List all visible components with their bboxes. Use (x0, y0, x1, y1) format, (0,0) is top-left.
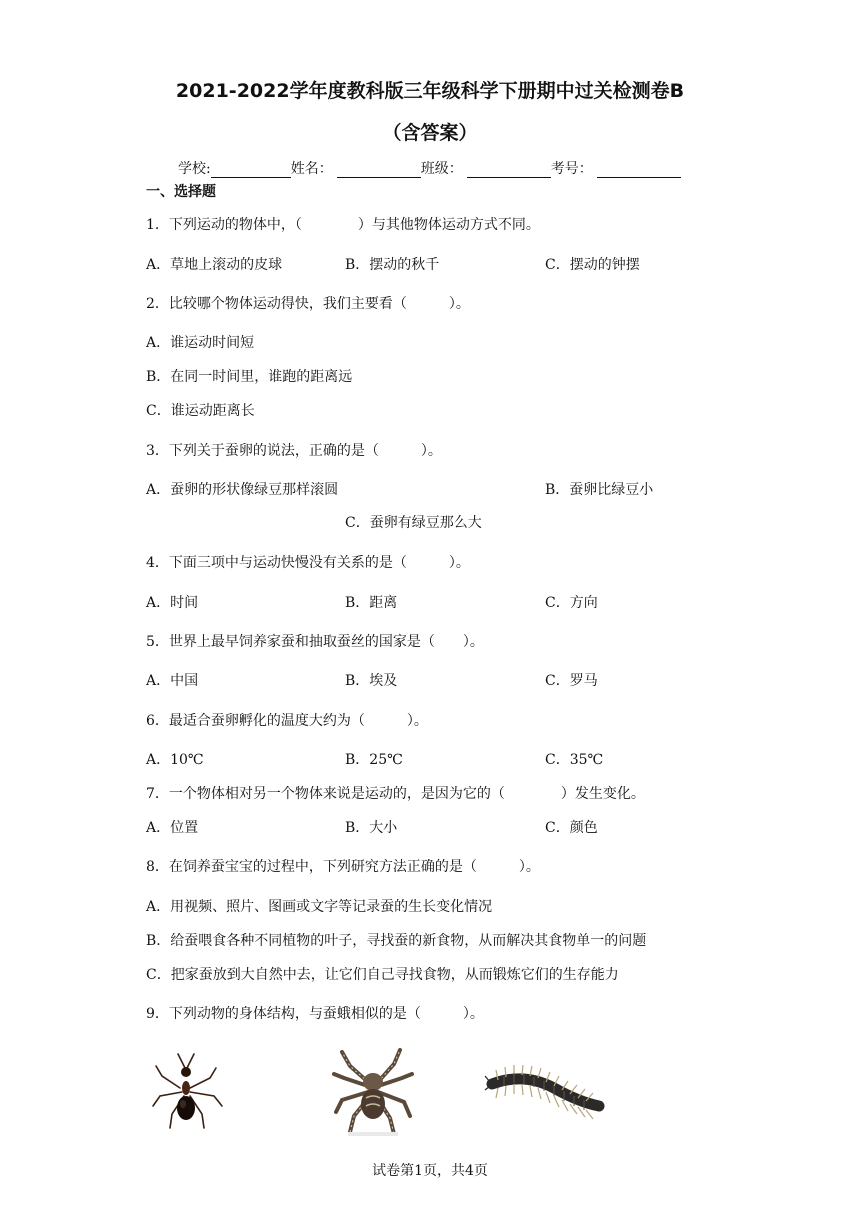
class-field[interactable] (467, 163, 551, 178)
question-5-option-b: B．埃及 (345, 673, 398, 689)
question-6-option-b: B．25℃ (345, 752, 403, 768)
question-1-option-b: B．摆动的秋千 (345, 257, 440, 273)
question-5-option-a: A．中国 (146, 673, 199, 689)
question-2-option-b: B．在同一时间里，谁跑的距离远 (146, 369, 353, 385)
exam-no-label: 考号： (550, 161, 593, 177)
question-5-stem: 5．世界上最早饲养家蚕和抽取蚕丝的国家是（ ）。 (146, 634, 484, 650)
spider-image (328, 1044, 418, 1139)
question-4-stem: 4．下面三项中与运动快慢没有关系的是（ ）。 (146, 555, 470, 571)
question-6-stem: 6．最适合蚕卵孵化的温度大约为（ ）。 (146, 713, 428, 729)
question-9-stem: 9．下列动物的身体结构，与蚕蛾相似的是（ ）。 (146, 1006, 484, 1022)
question-8-option-a: A．用视频、照片、图画或文字等记录蚕的生长变化情况 (146, 899, 493, 915)
question-1-option-a: A．草地上滚动的皮球 (146, 257, 283, 273)
question-4-option-a: A．时间 (146, 595, 199, 611)
question-8-stem: 8．在饲养蚕宝宝的过程中，下列研究方法正确的是（ ）。 (146, 859, 540, 875)
school-label: 学校: (178, 161, 211, 177)
ant-image (150, 1048, 230, 1138)
page-footer: 试卷第1页，共4页 (372, 1163, 488, 1179)
question-7-option-c: C．颜色 (545, 820, 598, 836)
question-3-stem: 3．下列关于蚕卵的说法，正确的是（ ）。 (146, 443, 442, 459)
question-4-option-c: C．方向 (545, 595, 598, 611)
question-6-option-c: C．35℃ (545, 752, 604, 768)
question-3-option-b: B．蚕卵比绿豆小 (545, 482, 654, 498)
question-2-option-c: C．谁运动距离长 (146, 403, 255, 419)
name-label: 姓名： (290, 161, 333, 177)
question-1-option-c: C．摆动的钟摆 (545, 257, 640, 273)
exam-title-line1: 2021-2022学年度教科版三年级科学下册期中过关检测卷B (175, 80, 685, 102)
section-heading: 一、选择题 (146, 184, 216, 200)
question-7-option-a: A．位置 (146, 820, 199, 836)
question-7-option-b: B．大小 (345, 820, 398, 836)
question-8-option-b: B．给蚕喂食各种不同植物的叶子，寻找蚕的新食物，从而解决其食物单一的问题 (146, 933, 647, 949)
question-6-option-a: A．10℃ (146, 752, 204, 768)
question-3-option-c: C．蚕卵有绿豆那么大 (345, 515, 482, 531)
centipede-image (484, 1062, 606, 1122)
exam-no-field[interactable] (597, 163, 681, 178)
question-3-option-a: A．蚕卵的形状像绿豆那样滚圆 (146, 482, 339, 498)
question-2-stem: 2．比较哪个物体运动得快，我们主要看（ ）。 (146, 296, 470, 312)
exam-title-line2: （含答案） (382, 122, 478, 144)
question-7-stem: 7．一个物体相对另一个物体来说是运动的，是因为它的（ ）发生变化。 (146, 786, 645, 802)
name-field[interactable] (337, 163, 421, 178)
question-1-stem: 1．下列运动的物体中，（ ）与其他物体运动方式不同。 (146, 217, 540, 233)
question-2-option-a: A．谁运动时间短 (146, 335, 255, 351)
school-field[interactable] (211, 163, 291, 178)
class-label: 班级： (420, 161, 463, 177)
question-4-option-b: B．距离 (345, 595, 398, 611)
question-8-option-c: C．把家蚕放到大自然中去，让它们自己寻找食物，从而锻炼它们的生存能力 (146, 967, 619, 983)
question-5-option-c: C．罗马 (545, 673, 598, 689)
student-info-row (178, 158, 681, 178)
